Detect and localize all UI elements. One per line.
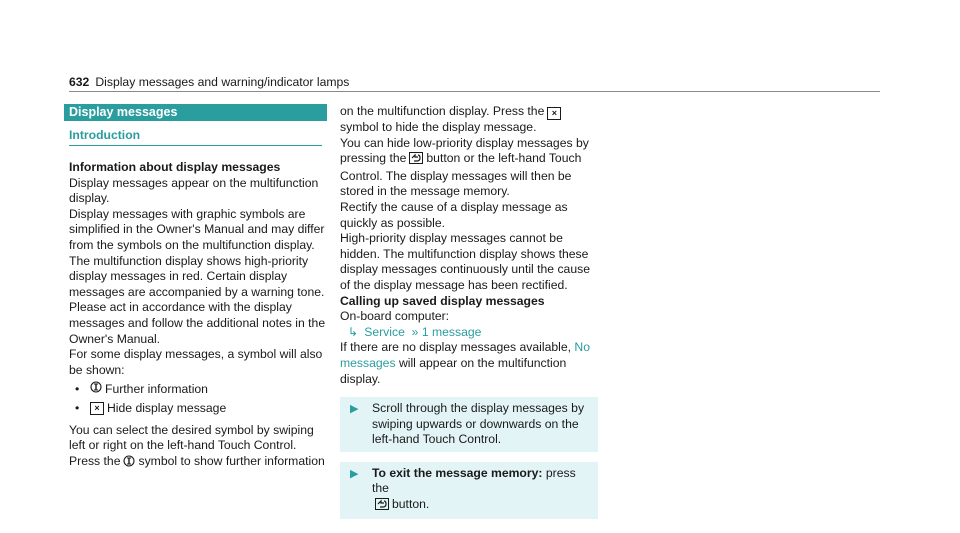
back-button-icon (409, 152, 423, 169)
action-step (340, 462, 598, 519)
paragraph: High-priority display messages cannot be hidden. The multifunction display shows these display messages continuously until the cause of the display message has been rectified. (340, 231, 590, 292)
header-divider (69, 91, 880, 92)
back-button-icon (375, 498, 389, 515)
list-item (75, 381, 327, 398)
page-header-title: Display messages and warning/indicator lamps (95, 75, 350, 89)
paragraph: You can hide low-priority display messages by pressing the button or the left-hand Touch Control. The display messages will then be stored in the message memory. (340, 135, 589, 199)
menu-path-item: Service (364, 324, 405, 339)
paragraph: on the multifunction display. Press the ×symbol to hide the display message. (340, 104, 598, 136)
action-arrow-icon: ▶ (350, 467, 359, 480)
info-heading: Information about display messages (69, 160, 281, 174)
list-item (75, 401, 327, 417)
menu-path (340, 325, 598, 341)
section-title: Display messages (64, 104, 327, 121)
close-box-icon: × (547, 107, 561, 120)
double-chevron-icon: » (408, 324, 422, 339)
right-column (340, 104, 598, 519)
bullet-label: Further information (105, 381, 208, 396)
paragraph: If there are no display messages available, No messages will appear on the multifunction display. (340, 340, 590, 386)
info-icon (90, 381, 102, 398)
paragraph: You can select the desired symbol by swiping left or right on the left-hand Touch Control. Press the symbol to show further information (69, 423, 327, 472)
page-header (69, 75, 880, 91)
menu-path-item: 1 message (421, 324, 482, 339)
paragraph: Please act in accordance with the display messages and follow the additional notes in the Owner's Manual. (69, 300, 326, 346)
action-text: To exit the message memory: press the button. (372, 466, 594, 515)
paragraph: Display messages appear on the multifunction display. (69, 175, 319, 206)
sub-heading: Introduction (69, 128, 141, 142)
paragraph: Display messages with graphic symbols are simplified in the Owner's Manual and may differ from the symbols on the multifunction display. The multifunction display shows high-priority display messages in red. Certain display messages are accompanied by a warning tone. (69, 206, 325, 299)
bullet-label: Hide display message (107, 400, 227, 415)
info-icon (123, 455, 135, 472)
action-text: Scroll through the display messages by swiping upwards or downwards on the left-hand Touch Control. (372, 401, 585, 447)
no-messages-label: No messages (340, 340, 590, 370)
arrow-right-icon: ↳ (348, 324, 359, 339)
action-step (340, 397, 598, 452)
paragraph: Rectify the cause of a display message as quickly as possible. (340, 199, 568, 230)
action-arrow-icon: ▶ (350, 403, 359, 416)
bullet-dot: • (75, 381, 80, 396)
bullet-dot: • (75, 400, 80, 415)
paragraph: For some display messages, a symbol will also be shown: (69, 347, 323, 377)
calling-heading: Calling up saved display messages (340, 293, 545, 308)
close-box-icon: × (90, 402, 104, 415)
left-column (69, 104, 327, 471)
paragraph: On-board computer: (340, 309, 450, 324)
page-number: 632 (69, 75, 90, 89)
